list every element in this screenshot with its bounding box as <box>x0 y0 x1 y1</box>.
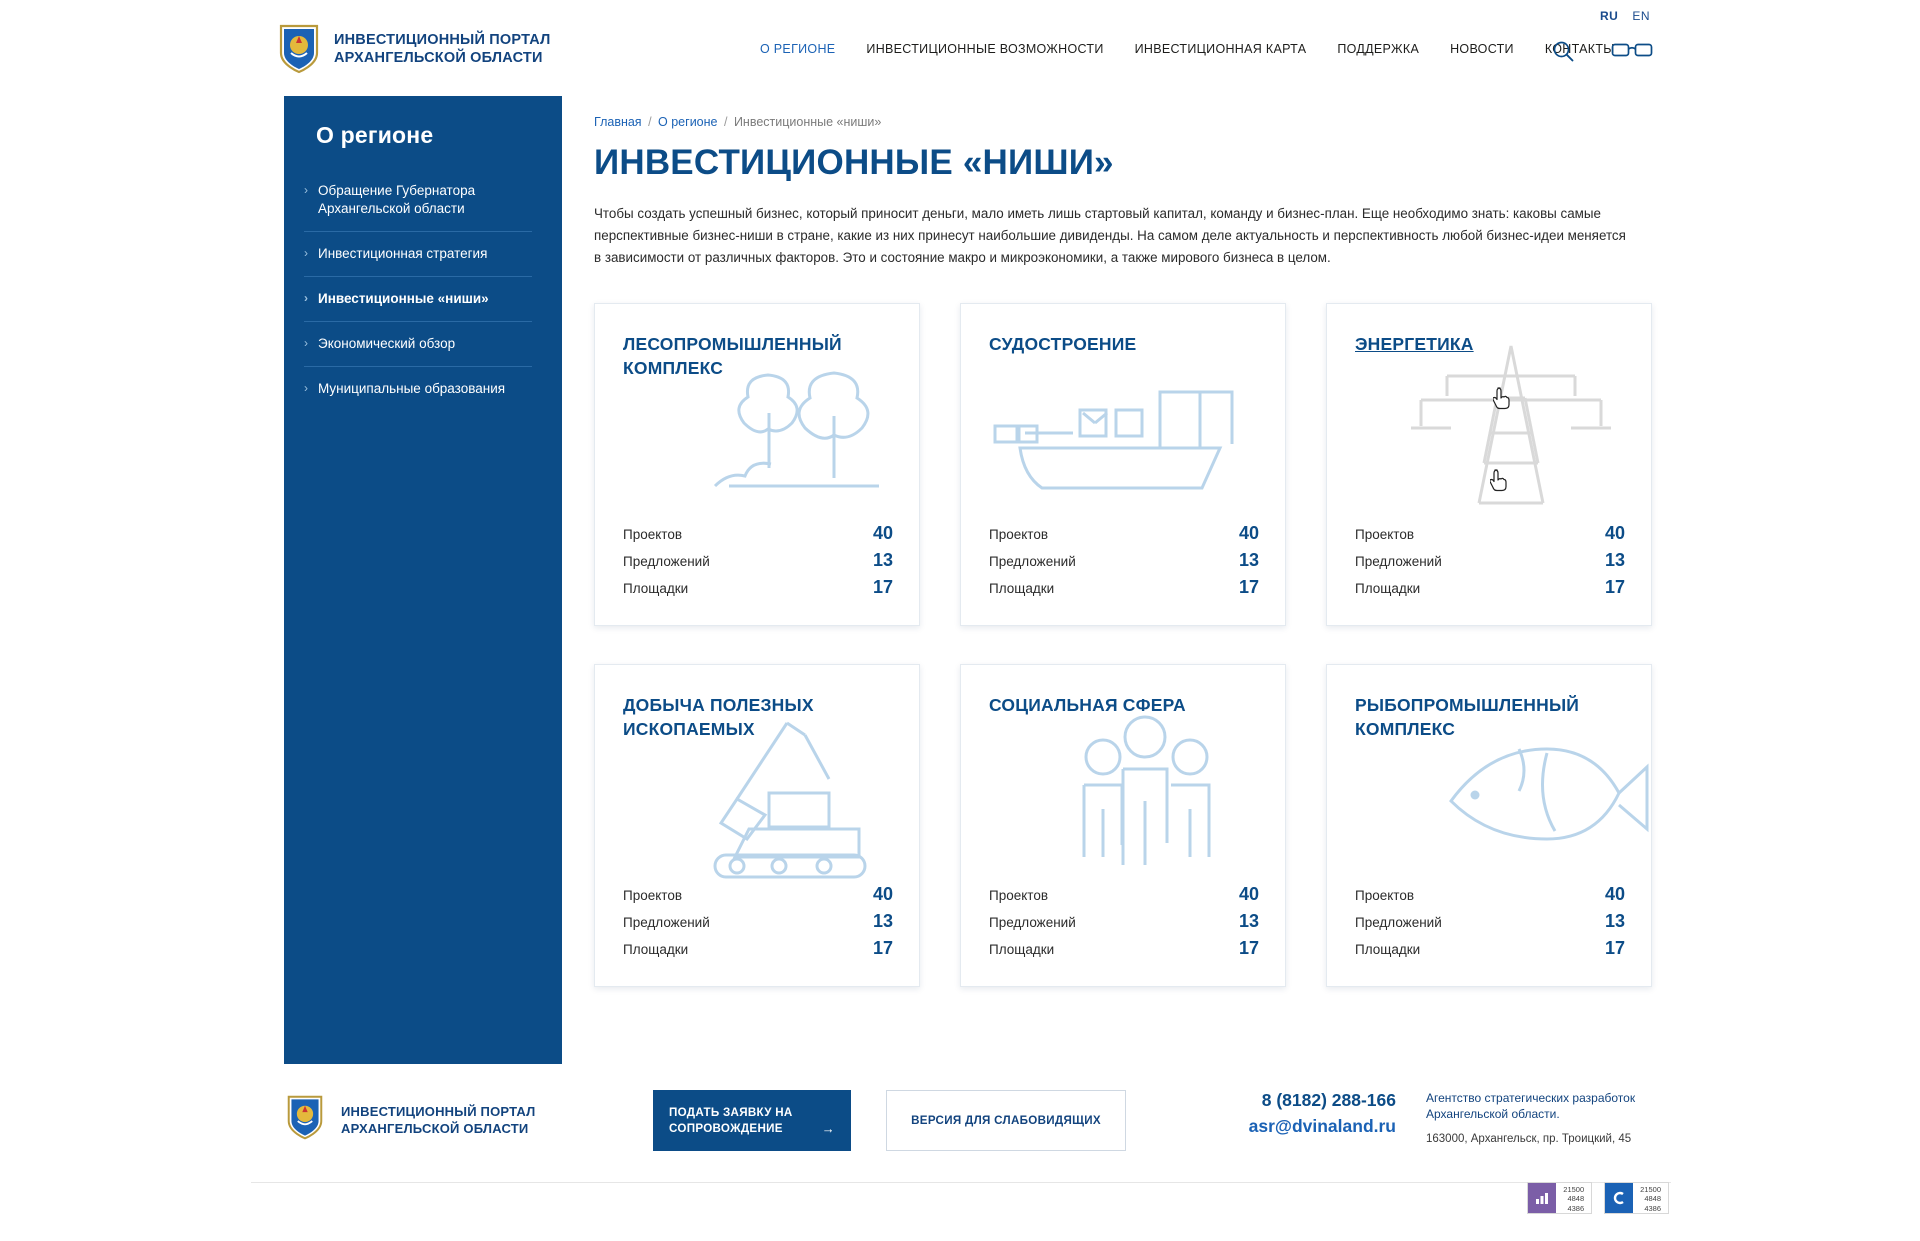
chevron-right-icon: › <box>304 381 308 395</box>
sidebar-item-investment-niches[interactable] <box>304 277 532 322</box>
niche-card-title: ДОБЫЧА ПОЛЕЗНЫХ ИСКОПАЕМЫХ <box>623 695 814 739</box>
stat-label: Предложений <box>623 915 710 930</box>
lang-ru[interactable]: RU <box>1599 9 1619 23</box>
niche-card-title: ЭНЕРГЕТИКА <box>1355 334 1474 354</box>
coat-of-arms-icon <box>286 1094 328 1146</box>
footer-logo-text <box>341 1103 536 1137</box>
chevron-right-icon: › <box>304 246 308 260</box>
stat-sites <box>1355 574 1625 601</box>
niche-card-stats <box>623 881 893 962</box>
counter-liveinternet[interactable] <box>1527 1182 1592 1214</box>
stat-value: 40 <box>872 884 893 904</box>
stat-sites <box>989 935 1259 962</box>
nav-item-support[interactable]: ПОДДЕРЖКА <box>1337 42 1420 56</box>
footer-org-line-1: Агентство стратегических разработок <box>1426 1091 1636 1105</box>
stat-sites <box>1355 935 1625 962</box>
logo-line-1: ИНВЕСТИЦИОННЫЙ ПОРТАЛ <box>334 32 551 48</box>
submit-application-button[interactable] <box>653 1090 851 1151</box>
stat-value: 40 <box>1604 884 1625 904</box>
stat-label: Проектов <box>1355 888 1414 903</box>
counter-value-1: 21500 <box>1640 1185 1661 1194</box>
niche-card-forestry[interactable] <box>594 303 920 626</box>
breadcrumb-separator: / <box>723 115 728 129</box>
stat-label: Проектов <box>623 888 682 903</box>
chevron-right-icon: › <box>304 336 308 350</box>
footer-phone[interactable]: 8 (8182) 288-166 <box>1261 1090 1396 1110</box>
nav-item-about-region[interactable]: О РЕГИОНЕ <box>760 42 836 56</box>
breadcrumb-separator: / <box>648 115 652 129</box>
stat-projects <box>623 520 893 547</box>
intro-paragraph: Чтобы создать успешный бизнес, который приносит деньги, мало иметь лишь стартовый капитал, команду и бизнес-план. Еще необходимо знать: каковы самые перспективные бизнес-ниши в стране, какие из них принесут наибольшие дивиденды. На самом деле актуальность и перспективность любой бизнес-идеи меняется в зависимости от различных факторов. Это и состояние макро и микроэкономики, а также мирового бизнеса в целом. <box>594 206 1626 265</box>
power-tower-icon <box>1351 328 1651 528</box>
stat-sites <box>989 574 1259 601</box>
stat-label: Площадки <box>989 581 1055 596</box>
people-icon <box>985 689 1285 889</box>
sidebar-item-municipalities[interactable] <box>304 367 532 411</box>
stat-value: 17 <box>872 938 893 958</box>
breadcrumb-item-current: Инвестиционные «ниши» <box>733 115 882 129</box>
stat-label: Проектов <box>989 527 1048 542</box>
niche-card-social[interactable] <box>960 664 1286 987</box>
bar-chart-counter-icon <box>1528 1183 1556 1213</box>
niche-card-stats <box>623 520 893 601</box>
main-navigation[interactable] <box>760 42 1615 56</box>
lang-en[interactable]: EN <box>1632 9 1650 23</box>
stat-offers <box>623 908 893 935</box>
stat-value: 40 <box>872 523 893 543</box>
niche-cards-grid <box>594 303 1654 987</box>
sidebar-item-governor-address[interactable] <box>304 169 532 232</box>
stat-value: 40 <box>1604 523 1625 543</box>
stat-offers <box>989 547 1259 574</box>
footer-email[interactable]: asr@dvinaland.ru <box>1248 1116 1396 1136</box>
site-footer <box>0 1064 1920 1241</box>
accessibility-version-button[interactable]: ВЕРСИЯ ДЛЯ СЛАБОВИДЯЩИХ <box>886 1090 1126 1151</box>
stat-label: Предложений <box>989 915 1076 930</box>
chevron-right-icon: › <box>304 183 308 197</box>
stat-projects <box>989 881 1259 908</box>
niche-card-stats <box>1355 520 1625 601</box>
stat-value: 13 <box>1604 550 1625 570</box>
niche-card-title: СОЦИАЛЬНАЯ СФЕРА <box>989 695 1186 715</box>
stat-value: 17 <box>1604 938 1625 958</box>
sidebar-item-label: Экономический обзор <box>318 336 456 351</box>
stat-value: 13 <box>872 550 893 570</box>
niche-card-title: ЛЕСОПРОМЫШЛЕННЫЙ КОМПЛЕКС <box>623 334 842 378</box>
breadcrumb-item-home[interactable]: Главная <box>594 115 642 129</box>
page-title: ИНВЕСТИЦИОННЫЕ «НИШИ» <box>594 143 1114 182</box>
stat-label: Предложений <box>1355 915 1442 930</box>
stat-label: Предложений <box>1355 554 1442 569</box>
niche-card-title: СУДОСТРОЕНИЕ <box>989 334 1137 354</box>
main-content <box>594 96 1694 987</box>
stat-offers <box>1355 547 1625 574</box>
glasses-icon[interactable] <box>1611 38 1653 62</box>
stat-value: 40 <box>1238 884 1259 904</box>
stat-label: Площадки <box>989 942 1055 957</box>
stat-label: Площадки <box>1355 942 1421 957</box>
stat-value: 17 <box>1238 938 1259 958</box>
counter-value-3: 4386 <box>1644 1203 1661 1213</box>
stat-label: Проектов <box>1355 527 1414 542</box>
sidebar-item-label: Обращение Губернатора Архангельской области <box>318 183 476 216</box>
sidebar-item-economic-review[interactable] <box>304 322 532 367</box>
counter-value-3: 4386 <box>1567 1203 1585 1213</box>
nav-item-news[interactable]: НОВОСТИ <box>1450 42 1514 56</box>
sidebar-item-label: Инвестиционные «ниши» <box>318 291 489 306</box>
nav-item-investment-opportunities[interactable]: ИНВЕСТИЦИОННЫЕ ВОЗМОЖНОСТИ <box>866 42 1104 56</box>
niche-card-stats <box>989 520 1259 601</box>
stat-projects <box>623 881 893 908</box>
niche-card-shipbuilding[interactable] <box>960 303 1286 626</box>
chevron-right-icon: › <box>304 291 308 305</box>
language-switcher[interactable] <box>1600 9 1650 23</box>
footer-logo-line-2: АРХАНГЕЛЬСКОЙ ОБЛАСТИ <box>341 1121 529 1136</box>
search-icon[interactable] <box>1552 40 1574 62</box>
stat-value: 17 <box>872 577 893 597</box>
sidebar-menu <box>284 169 562 411</box>
nav-item-contacts[interactable]: КОНТАКТЫ <box>1544 42 1615 56</box>
stat-projects <box>989 520 1259 547</box>
site-logo-text <box>334 31 550 67</box>
niche-card-stats <box>1355 881 1625 962</box>
stat-label: Проектов <box>989 888 1048 903</box>
counter-value-2: 4848 <box>1567 1194 1585 1204</box>
footer-address: 163000, Архангельск, пр. Троицкий, 45 <box>1426 1133 1632 1145</box>
niche-card-stats <box>989 881 1259 962</box>
stat-label: Площадки <box>623 942 689 957</box>
sidebar-item-investment-strategy[interactable] <box>304 232 532 277</box>
stat-offers <box>989 908 1259 935</box>
counter-value-2: 4848 <box>1644 1194 1661 1204</box>
stat-value: 13 <box>1604 911 1625 931</box>
stat-value: 13 <box>1238 911 1259 931</box>
footer-contacts <box>1194 1090 1396 1137</box>
stat-sites <box>623 574 893 601</box>
counter-value-1: 21500 <box>1563 1185 1585 1194</box>
footer-counters <box>1527 1182 1669 1214</box>
rambler-counter-icon <box>1605 1183 1633 1213</box>
coat-of-arms-icon <box>278 23 320 75</box>
footer-inner <box>251 1064 1671 1176</box>
counter-rambler[interactable] <box>1604 1182 1669 1214</box>
niche-card-mining[interactable] <box>594 664 920 987</box>
site-header <box>0 0 1920 96</box>
footer-org-line-2: Архангельской области. <box>1426 1107 1560 1121</box>
stat-label: Проектов <box>623 527 682 542</box>
breadcrumb-item-about-region[interactable]: О регионе <box>658 115 718 129</box>
sidebar-item-label: Инвестиционная стратегия <box>318 246 488 261</box>
niche-card-fishing[interactable] <box>1326 664 1652 987</box>
breadcrumb <box>594 96 1694 129</box>
footer-logo-line-1: ИНВЕСТИЦИОННЫЙ ПОРТАЛ <box>341 1104 536 1119</box>
niche-card-energy[interactable] <box>1326 303 1652 626</box>
stat-value: 17 <box>1604 577 1625 597</box>
footer-divider <box>251 1182 1671 1183</box>
stat-label: Предложений <box>989 554 1076 569</box>
nav-item-investment-map[interactable]: ИНВЕСТИЦИОННАЯ КАРТА <box>1134 42 1307 56</box>
logo-line-2: АРХАНГЕЛЬСКОЙ ОБЛАСТИ <box>334 50 543 66</box>
stat-projects <box>1355 520 1625 547</box>
stat-sites <box>623 935 893 962</box>
counter-values <box>1556 1183 1591 1213</box>
arrow-right-icon: → <box>821 1121 835 1136</box>
footer-logo[interactable] <box>286 1094 536 1146</box>
stat-value: 17 <box>1238 577 1259 597</box>
stat-value: 13 <box>872 911 893 931</box>
submit-application-label: ПОДАТЬ ЗАЯВКУ НА СОПРОВОЖДЕНИЕ <box>669 1105 793 1135</box>
stat-label: Площадки <box>1355 581 1421 596</box>
sidebar <box>284 96 562 1064</box>
ship-icon <box>985 328 1285 528</box>
site-logo[interactable] <box>278 23 550 75</box>
stat-label: Предложений <box>623 554 710 569</box>
stat-offers <box>1355 908 1625 935</box>
stat-projects <box>1355 881 1625 908</box>
stat-label: Площадки <box>623 581 689 596</box>
niche-card-title: РЫБОПРОМЫШЛЕННЫЙ КОМПЛЕКС <box>1355 695 1580 739</box>
sidebar-title: О регионе <box>316 122 434 148</box>
stat-value: 40 <box>1238 523 1259 543</box>
counter-values <box>1633 1183 1668 1213</box>
stat-offers <box>623 547 893 574</box>
footer-organization <box>1426 1090 1696 1147</box>
sidebar-item-label: Муниципальные образования <box>318 381 506 396</box>
stat-value: 13 <box>1238 550 1259 570</box>
